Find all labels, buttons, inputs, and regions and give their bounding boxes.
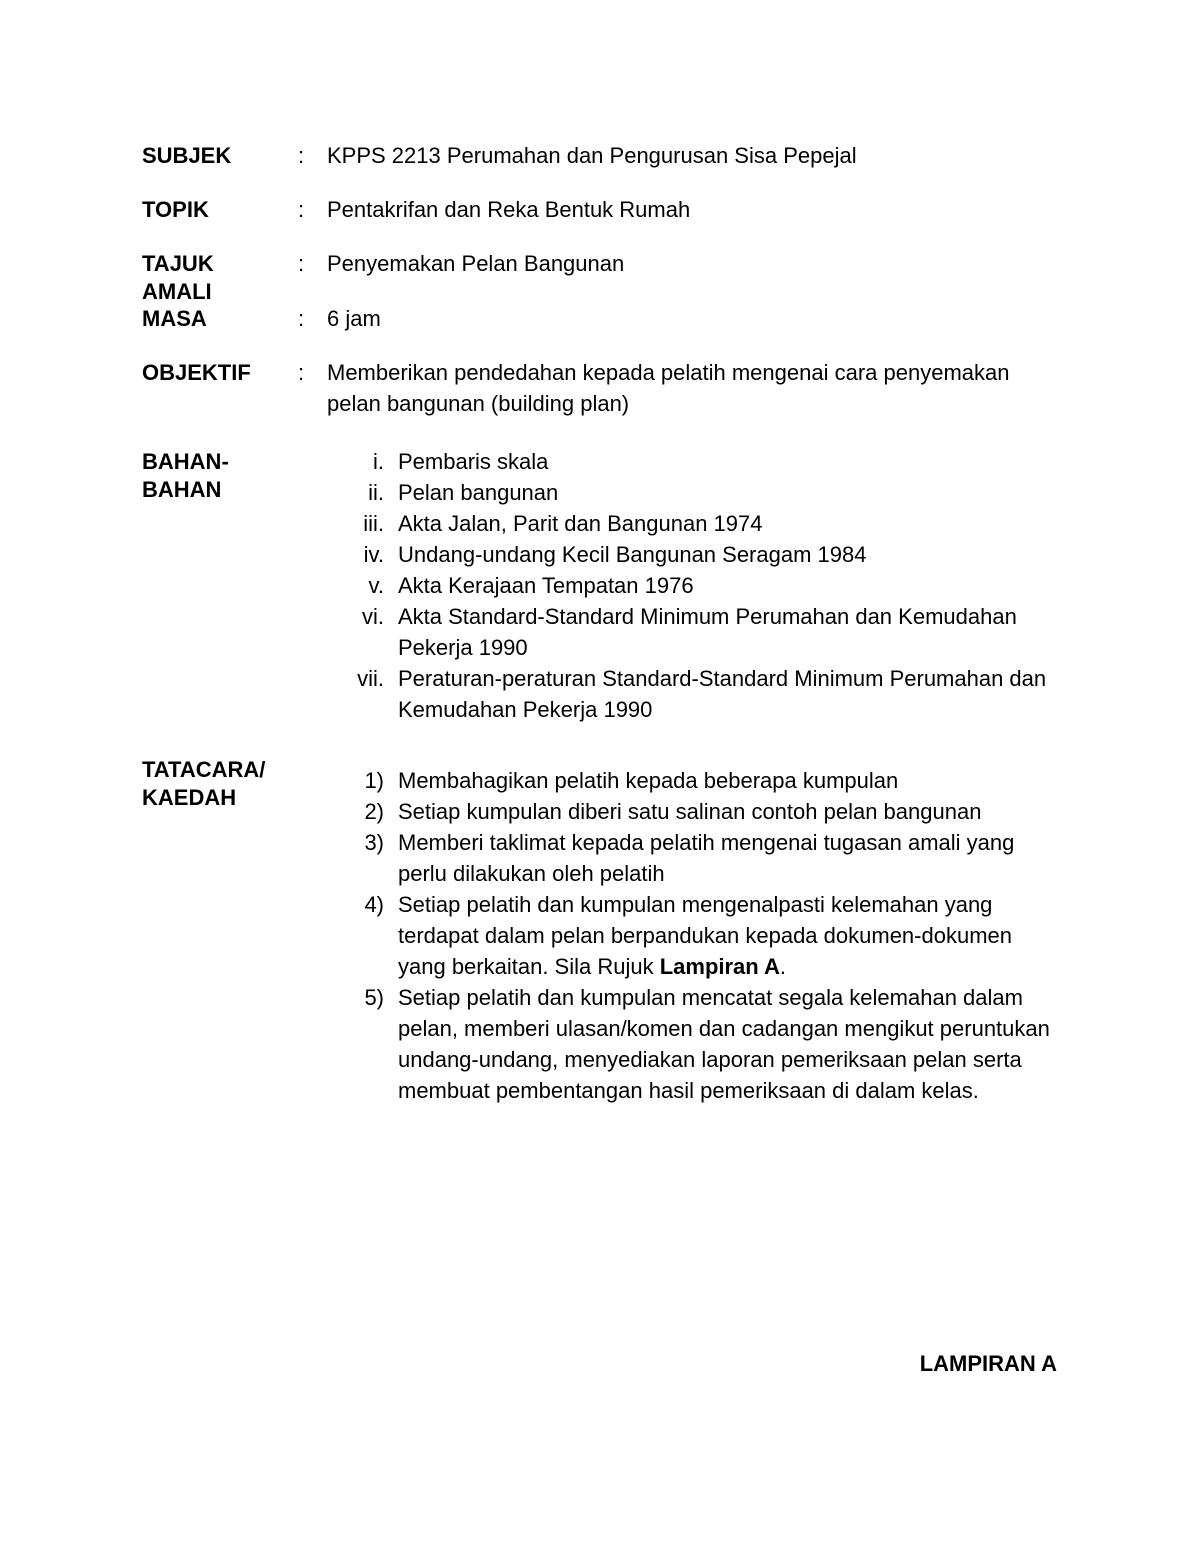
list-item-text: Setiap pelatih dan kumpulan mencatat segala kelemahan dalam pelan, memberi ulasan/komen dan cadangan mengikut peruntukan undang-undang, menyediakan laporan pemeriksaan pelan serta membuat pembentangan hasil pemeriksaan di dalam kelas.: [398, 985, 1050, 1103]
value-masa: 6 jam: [327, 306, 381, 331]
list-item: [320, 508, 1060, 539]
list-item: [320, 446, 1060, 477]
list-item: [320, 765, 1065, 796]
list-item-number: v.: [368, 573, 384, 598]
label-masa: MASA: [142, 306, 207, 331]
list-item-number: 1): [364, 768, 384, 793]
list-item-text: Pembaris skala: [398, 449, 549, 474]
label-objektif: OBJEKTIF: [142, 360, 251, 385]
list-item-text: Akta Standard-Standard Minimum Perumahan dan Kemudahan Pekerja 1990: [398, 604, 1017, 660]
list-item-text: Akta Jalan, Parit dan Bangunan 1974: [398, 511, 763, 536]
label-bahan-2: BAHAN: [142, 477, 222, 502]
bahan-list: [320, 446, 1060, 725]
colon-subjek: :: [298, 143, 305, 168]
label-tatacara: TATACARA/: [142, 757, 266, 782]
list-item-number: 5): [364, 985, 384, 1010]
list-item-text: Peraturan-peraturan Standard-Standard Minimum Perumahan dan Kemudahan Pekerja 1990: [398, 666, 1047, 722]
value-tajuk: Penyemakan Pelan Bangunan: [327, 251, 625, 276]
colon-masa: :: [298, 306, 305, 331]
list-item-text: Memberi taklimat kepada pelatih mengenai tugasan amali yang perlu dilakukan oleh pelatih: [398, 830, 1015, 886]
footer-lampiran: LAMPIRAN A: [919, 1351, 1057, 1376]
colon-tajuk: :: [298, 251, 305, 276]
list-item-number: iii.: [363, 511, 384, 536]
list-item-text: Undang-undang Kecil Bangunan Seragam 1984: [398, 542, 867, 567]
value-topik: Pentakrifan dan Reka Bentuk Rumah: [327, 197, 691, 222]
list-item-tail: .: [779, 954, 787, 979]
label-kaedah: KAEDAH: [142, 785, 237, 810]
list-item: [320, 477, 1060, 508]
list-item: [320, 827, 1065, 889]
list-item-number: i.: [373, 449, 384, 474]
list-item: [320, 539, 1060, 570]
list-item-text: Pelan bangunan: [398, 480, 559, 505]
list-item-text: Akta Kerajaan Tempatan 1976: [398, 573, 694, 598]
list-item-number: 3): [364, 830, 384, 855]
tatacara-list: [320, 765, 1065, 1106]
list-item: [320, 796, 1065, 827]
list-item: [320, 889, 1065, 982]
list-item-number: ii.: [368, 480, 384, 505]
label-tajuk: TAJUK: [142, 251, 214, 276]
lampiran-reference: Lampiran A: [659, 954, 780, 979]
label-bahan-1: BAHAN-: [142, 449, 229, 474]
list-item-text: Setiap kumpulan diberi satu salinan contoh pelan bangunan: [398, 799, 982, 824]
list-item-number: vii.: [357, 666, 384, 691]
list-item-number: 4): [364, 892, 384, 917]
list-item: [320, 570, 1060, 601]
value-objektif: Memberikan pendedahan kepada pelatih mengenai cara penyemakan pelan bangunan (building plan): [327, 360, 1010, 416]
list-item-text: Membahagikan pelatih kepada beberapa kumpulan: [398, 768, 899, 793]
list-item: [320, 663, 1060, 725]
colon-objektif: :: [298, 360, 305, 385]
label-subjek: SUBJEK: [142, 143, 232, 168]
value-subjek: KPPS 2213 Perumahan dan Pengurusan Sisa Pepejal: [327, 143, 857, 168]
list-item-number: 2): [364, 799, 384, 824]
label-amali: AMALI: [142, 279, 212, 304]
list-item-number: vi.: [362, 604, 384, 629]
colon-topik: :: [298, 197, 305, 222]
list-item: [320, 601, 1060, 663]
list-item-number: iv.: [363, 542, 384, 567]
list-item-text: Setiap pelatih dan kumpulan mengenalpasti kelemahan yang terdapat dalam pelan berpandukan kepada dokumen-dokumen yang berkaitan. Sila Rujuk: [398, 892, 1012, 979]
label-topik: TOPIK: [142, 197, 209, 222]
list-item: [320, 982, 1065, 1106]
